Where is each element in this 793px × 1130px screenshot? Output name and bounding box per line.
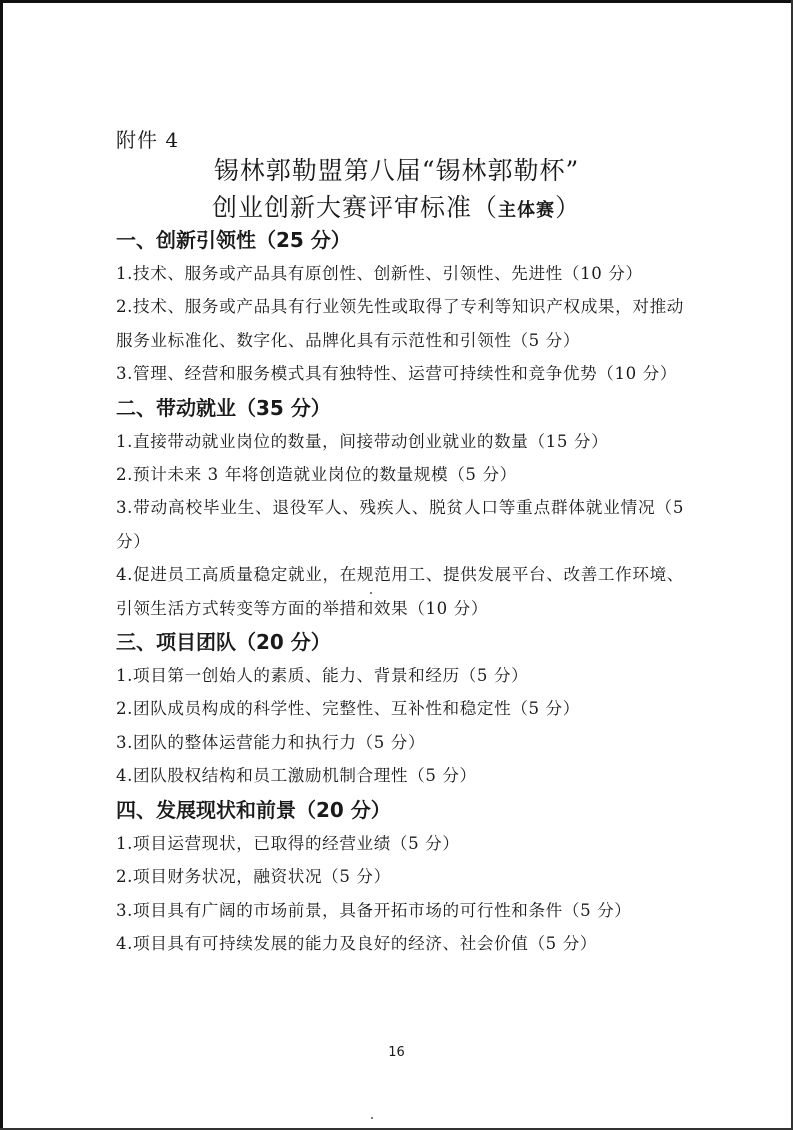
criterion-item: 1.项目第一创始人的素质、能力、背景和经历（5 分） <box>116 666 529 686</box>
document-title-line1: 锡林郭勒盟第八届“锡林郭勒杯” <box>213 156 580 185</box>
section-heading: 四、发展现状和前景（20 分） <box>116 797 391 822</box>
criterion-item: 1.项目运营现状，已取得的经营业绩（5 分） <box>116 833 460 853</box>
scan-speck <box>371 1117 373 1119</box>
criterion-item: 4.项目具有可持续发展的能力及良好的经济、社会价值（5 分） <box>116 933 598 953</box>
criterion-item: 3.项目具有广阔的市场前景，具备开拓市场的可行性和条件（5 分） <box>116 900 632 920</box>
attachment-label: 附件 4 <box>116 128 180 152</box>
section-heading: 一、创新引领性（25 分） <box>116 228 351 252</box>
criterion-item: 3.带动高校毕业生、退役军人、残疾人、脱贫人口等重点群体就业情况（5 分） <box>116 498 684 551</box>
criterion-item: 2.团队成员构成的科学性、完整性、互补性和稳定性（5 分） <box>116 699 580 719</box>
section-heading: 三、项目团队（20 分） <box>116 630 331 655</box>
criterion-item: 1.技术、服务或产品具有原创性、创新性、引领性、先进性（10 分） <box>116 264 643 283</box>
scan-border-top <box>0 0 793 3</box>
criterion-item: 3.团队的整体运营能力和执行力（5 分） <box>116 732 426 752</box>
criterion-item: 3.管理、经营和服务模式具有独特性、运营可持续性和竞争优势（10 分） <box>116 364 678 384</box>
criterion-item: 2.预计未来 3 年将创造就业岗位的数量规模（5 分） <box>116 465 517 485</box>
criteria-content <box>116 223 684 960</box>
criterion-item: 2.项目财务状况，融资状况（5 分） <box>116 867 391 887</box>
title-sub: 主体赛 <box>498 200 555 221</box>
criterion-item: 1.直接带动就业岗位的数量，间接带动创业就业的数量（15 分） <box>116 431 609 451</box>
document-title-line2 <box>0 188 793 224</box>
title-main: 创业创新大赛评审标准（ <box>211 193 498 222</box>
criterion-item: 4.团队股权结构和员工激励机制合理性（5 分） <box>116 766 477 786</box>
scan-speck <box>370 592 372 594</box>
criterion-item: 4.促进员工高质量稳定就业，在规范用工、提供发展平台、改善工作环境、引领生活方式转变等方面的举措和效果（10 分） <box>116 565 684 618</box>
title-end: ） <box>555 193 582 222</box>
page-number: 16 <box>388 1045 405 1060</box>
criterion-item: 2.技术、服务或产品具有行业领先性或取得了专利等知识产权成果，对推动服务业标准化、数字化、品牌化具有示范性和引领性（5 分） <box>116 297 684 350</box>
section-heading: 二、带动就业（35 分） <box>116 395 331 420</box>
